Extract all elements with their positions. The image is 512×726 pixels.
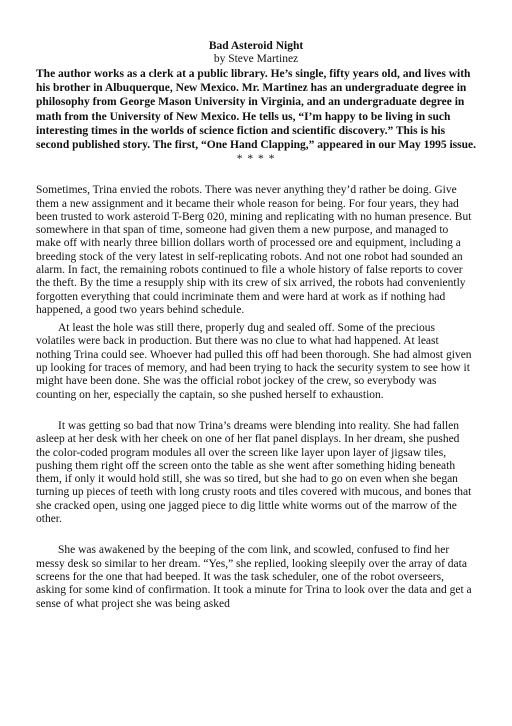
article-page (36, 40, 476, 611)
story-paragraph-2: At least the hole was still there, properly dug and sealed off. Some of the precious volatiles were back in production. But there was no clue to what had happened. At least nothing Trina could see. Whoever had pulled this off had been thorough. She had almost given up looking for traces of memory, and had been trying to hack the security system to see how it might have been done. She was the official robot jockey of the crew, so everybody was counting on her, especially the captain, so she pushed herself to exhaustion. (36, 322, 472, 401)
story-paragraph-4: She was awakened by the beeping of the com link, and scowled, confused to find her messy desk so similar to her dream. “Yes,” she replied, looking sleepily over the array of data screens for the one that had beeped. It was the task scheduler, one of the robot overseers, asking for some kind of confirmation. It took a minute for Trina to look over the data and get a sense of what project she was being asked (36, 544, 472, 610)
article-byline: by Steve Martinez (213, 53, 299, 65)
story-paragraph-1: Sometimes, Trina envied the robots. There was never anything they’d rather be doing. Give them a new assignment and it became their whole reason for being. For four years, they had been trusted to work asteroid T-Berg 020, mining and replicating with no human presence. But somewhere in that span of time, someone had given them a new purpose, and managed to make off with nearly three billion dollars worth of processed ore and equipment, including a breeding stock of the very latest in self-replicating robots. And not one robot had sounded an alarm. In fact, the remaining robots continued to file a whole history of false reports to cover the theft. By the time a resupply ship with its crew of six arrived, the robots had conveniently forgotten everything that could incriminate them and were hard at work as if nothing had happened, a good two years behind schedule. (36, 184, 472, 316)
article-title: Bad Asteroid Night (208, 40, 304, 52)
author-intro: The author works as a clerk at a public library. He’s single, fifty years old, and lives with his brother in Albuquerque, New Mexico. Mr. Martinez has an undergraduate degree in philosophy from George Mason University in Virginia, and an undergraduate degree in math from the University of New Mexico. He tells us, “I’m happy to be living in such interesting times in the worlds of science fiction and scientific discovery.” This is his second published story. The first, “One Hand Clapping,” appeared in our May 1995 issue. (36, 68, 476, 152)
story-paragraph-3: It was getting so bad that now Trina’s dreams were blending into reality. She had fallen asleep at her desk with her cheek on one of her flat panel displays. In her dream, she pushed the color-coded program modules all over the screen like layer upon layer of jigsaw tiles, pushing them right off the screen onto the table as she went after something hiding beneath them, if only it would hold still, she was so tired, but she had to go on even when she began turning up pieces of teeth with long crusty roots and tiles covered with mucous, and bones that she cracked open, using one jagged piece to dig little white worms out of the marrow of the other. (36, 419, 472, 526)
section-separator: * * * * (236, 153, 276, 166)
